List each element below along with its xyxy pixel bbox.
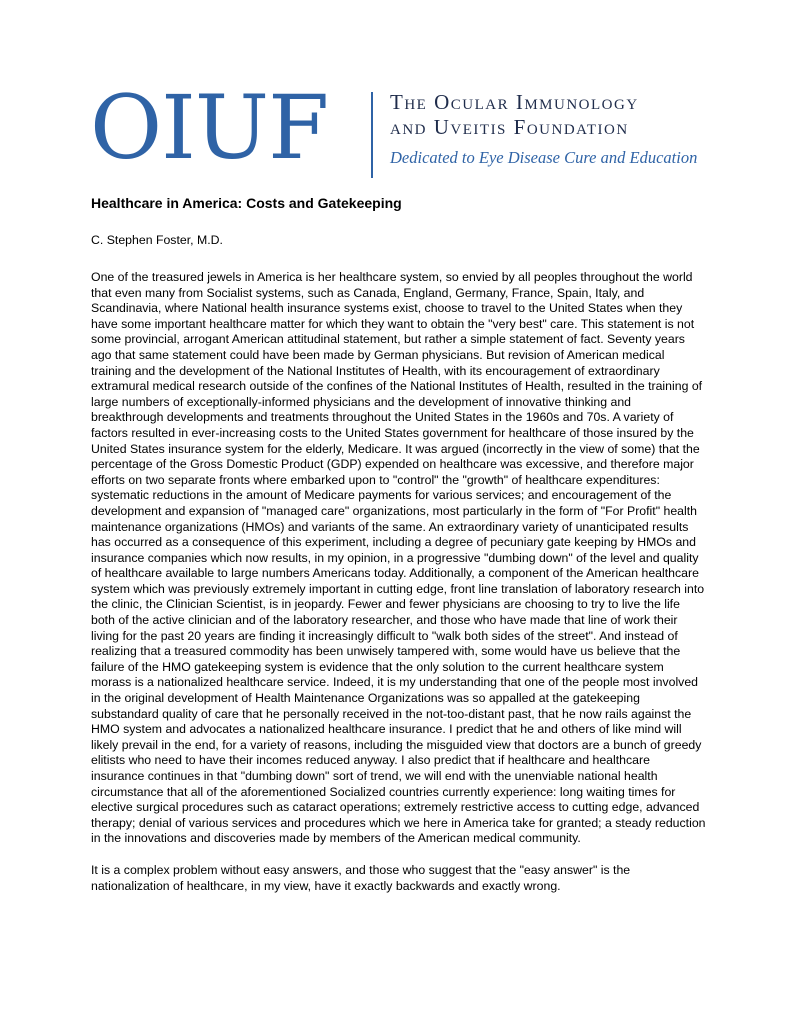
document-closing-paragraph: It is a complex problem without easy answers, and those who suggest that the "easy answer" is the nationalization of healthcare, in my view, have it exactly backwards and exactly wrong. [91,862,631,893]
document-body-paragraph: One of the treasured jewels in America is her healthcare system, so envied by all peoples throughout the world that even many from Socialist systems, such as Canada, England, Germany, France, Spain, Italy, and Scandinavia, where National health insurance systems exist, choose to travel to the United States when they have some important healthcare matter for which they want to obtain the "very best" care. This statement is not some provincial, arrogant American attitudinal statement, but rather a simple statement of fact. Seventy years ago that same statement could have been made by German physicians. But revision of American medical training and the development of the National Institutes of Health, with its encouragement of extraordinary extramural medical research outside of the confines of the National Institutes of Health, resulted in the training of large numbers of exceptionally-informed physicians and the development of innovative thinking and breakthrough developments and treatments throughout the United States in the 1960s and 70s. A variety of factors resulted in ever-increasing costs to the United States government for healthcare of those insured by the United States insurance system for the elderly, Medicare. It was argued (incorrectly in the view of some) that the percentage of the Gross Domestic Product (GDP) expended on healthcare was excessive, and therefore major efforts on two separate fronts where embarked upon to "control" the "growth" of healthcare expenditures: systematic reductions in the amount of Medicare payments for various services; and encouragement of the development and expansion of "managed care" organizations, most particularly in the form of "For Profit" health maintenance organizations (HMOs) and variants of the same. An extraordinary variety of unanticipated results has occurred as a consequence of this experiment, including a degree of pecuniary gate keeping by HMOs and insurance companies which now results, in my opinion, in a progressive "dumbing down" of the level and quality of healthcare available to large numbers Americans today. Additionally, a component of the American healthcare system which was previously extremely important in cutting edge, front line translation of laboratory research into the clinic, the Clinician Scientist, is in jeopardy. Fewer and fewer physicians are choosing to try to live the life both of the active clinician and of the laboratory researcher, and those who have made that line of work their living for the past 20 years are finding it increasingly difficult to "walk both sides of the street". And instead of realizing that a treasured commodity has been unwisely tampered with, some would have us believe that the failure of the HMO gatekeeping system is evidence that the only solution to the current healthcare system morass is a nationalized healthcare service. Indeed, it is my understanding that one of the people most involved in the original development of Health Maintenance Organizations was so appalled at the gatekeeping substandard quality of care that he personally received in the not-too-distant past, that he now rails against the HMO system and advocates a nationalized healthcare insurance. I predict that he and others of like mind will likely prevail in the end, for a variety of reasons, including the misguided view that doctors are a bunch of greedy elitists who need to have their incomes reduced anyway. I also predict that if healthcare and healthcare insurance continues in that "dumbing down" sort of trend, we will end with the unenviable national health circumstance that all of the aforementioned Socialized countries currently experience: long waiting times for elective surgical procedures such as cataract operations; extremely restrictive access to cutting edge, advanced therapy; denial of various services and procedures which we here in America take for granted; a steady reduction in the innovations and discoveries made by members of the American medical community. [91,270,706,846]
document-title: Healthcare in America: Costs and Gatekeeping [91,195,402,211]
document-content [91,194,706,894]
org-name-line-1: The Ocular Immunology [390,90,639,114]
document-author: C. Stephen Foster, M.D. [91,233,223,247]
org-tagline: Dedicated to Eye Disease Cure and Education [390,148,698,167]
logo-divider [371,92,373,178]
oiuf-logo: OIUF [90,76,329,179]
letterhead [90,76,710,180]
org-name-line-2: and Uveitis Foundation [390,115,629,139]
